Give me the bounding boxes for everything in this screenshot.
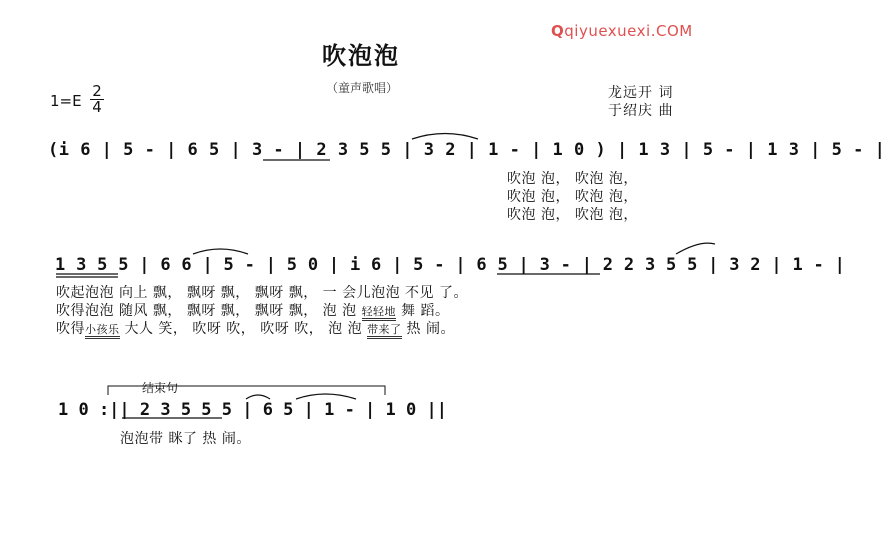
- ending-label: 结束句: [142, 381, 179, 395]
- song-title: 吹泡泡: [322, 41, 400, 70]
- composer-credit: 于绍庆 曲: [608, 103, 674, 119]
- slur-5: [296, 394, 356, 399]
- watermark-logo-icon: Q: [551, 22, 565, 40]
- ending-bracket: [108, 386, 385, 395]
- line2-lyric-v3-part-c: 热 闹。: [406, 321, 455, 337]
- slur-4: [246, 395, 270, 399]
- key-signature: 1=E: [50, 92, 82, 110]
- slur-3: [676, 243, 715, 254]
- meter-bottom: 4: [90, 99, 104, 115]
- line2-lyric-v2-part-a: 吹得泡泡 随风 飘， 飘呀 飘， 飘呀 飘， 泡 泡: [56, 303, 357, 319]
- line2-lyric-v1: 吹起泡泡 向上 飘， 飘呀 飘， 飘呀 飘， 一 会儿泡泡 不见 了。: [56, 285, 469, 301]
- slur-1: [412, 134, 478, 140]
- line1-lyric-v1: 吹泡 泡， 吹泡 泡，: [507, 171, 638, 187]
- slur-2: [193, 249, 248, 254]
- line2-lyric-v2-part-b: 舞 蹈。: [401, 303, 450, 319]
- meter-top: 2: [92, 82, 102, 100]
- staff-line-1: (i 6 | 5 - | 6 5 | 3 - | 2 3 5 5 | 3 2 | 1 - | 1 0 ) | 1 3 | 5 - | 1 3 | 5 - |: [48, 140, 885, 160]
- lyricist-credit: 龙远开 词: [608, 85, 674, 101]
- line1-lyric-v3: 吹泡 泡， 吹泡 泡，: [507, 207, 638, 223]
- line2-lyric-v3-part-b: 大人 笑， 吹呀 吹， 吹呀 吹， 泡 泡: [124, 321, 363, 337]
- staff-line-3: 1 0 :|| 2 3 5 5 5 | 6 5 | 1 - | 1 0 ||: [58, 400, 447, 420]
- staff-line-2: 1 3 5 5 | 6 6 | 5 - | 5 0 | i 6 | 5 - | 6 5 | 3 - | 2 2 3 5 5 | 3 2 | 1 - |: [55, 255, 846, 275]
- line2-lyric-v3-note: 小孩乐: [85, 323, 120, 339]
- watermark-text: qiyuexuexi.COM: [564, 22, 693, 40]
- line1-lyric-v2: 吹泡 泡， 吹泡 泡，: [507, 189, 638, 205]
- song-subtitle: （童声歌唱）: [326, 81, 399, 95]
- line2-lyric-v2-note: 轻轻地: [362, 305, 397, 321]
- line2-lyric-v3-note2: 带来了: [367, 323, 402, 339]
- line3-lyric: 泡泡带 眯了 热 闹。: [120, 431, 251, 447]
- line2-lyric-v3-part-a: 吹得: [56, 321, 85, 337]
